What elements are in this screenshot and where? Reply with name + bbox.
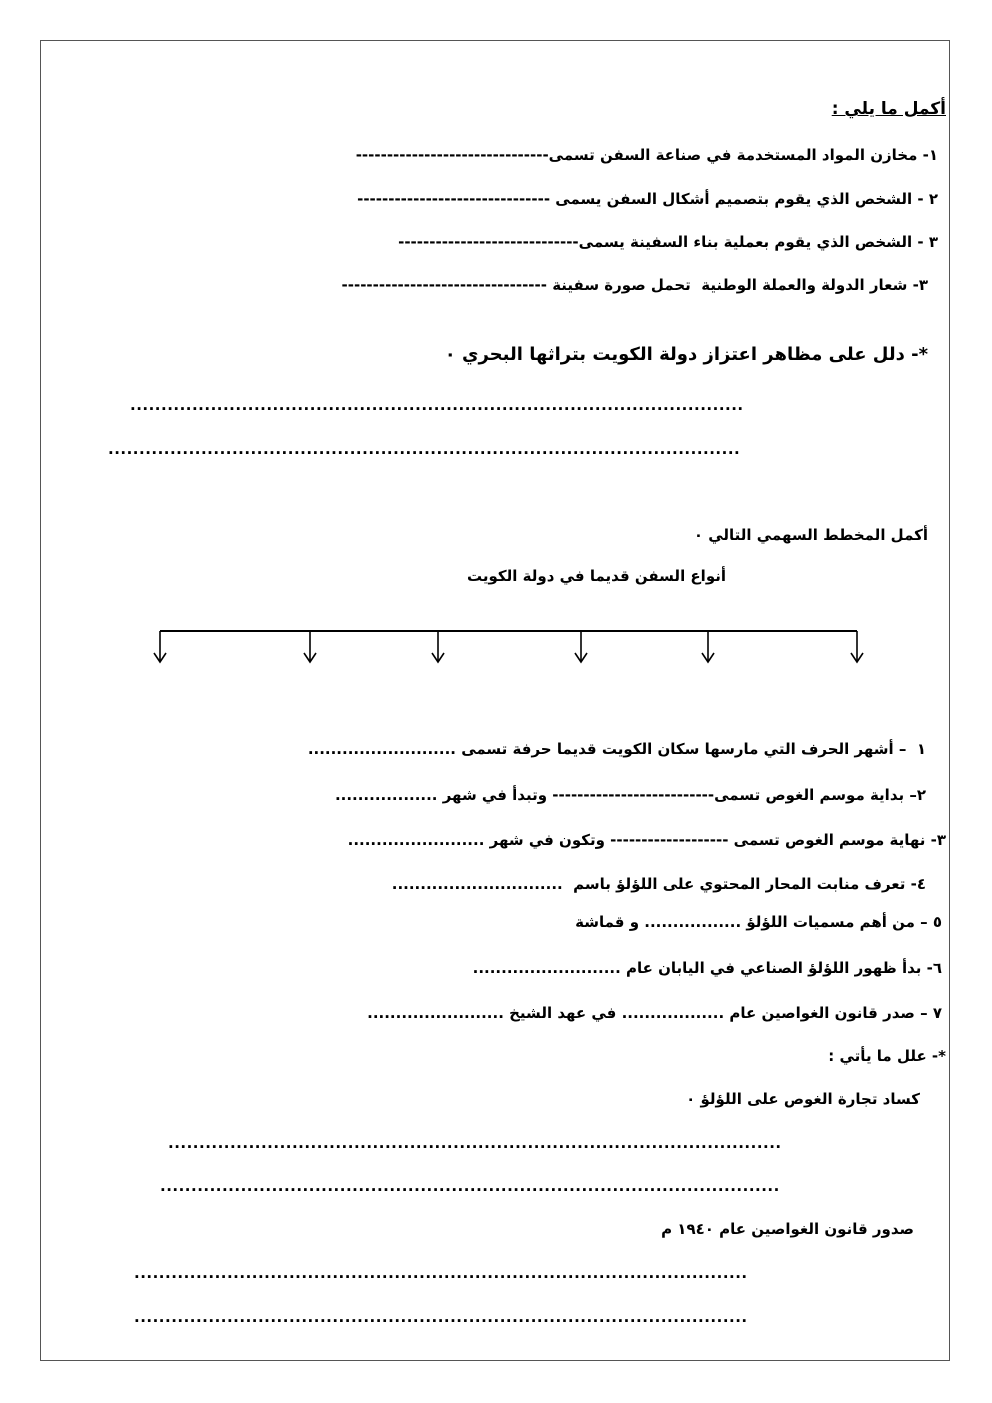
reason-question-1: كساد تجارة الغوص على اللؤلؤ ٠	[686, 1090, 920, 1108]
diagram-branch	[432, 631, 444, 662]
fill-item-1: ١- مخازن المواد المستخدمة في صناعة السفن تسمى-------------------------------	[355, 146, 938, 164]
question2-prompt: *- دلل على مظاهر اعتزاز دولة الكويت بتراثها البحري ٠	[444, 344, 928, 365]
answer-line[interactable]: ......................................................................................................	[108, 440, 741, 458]
diagram-branch	[702, 631, 714, 662]
answer-line[interactable]: ...................................................................................................	[130, 396, 744, 414]
answer-line[interactable]: ...................................................................................................	[168, 1134, 782, 1152]
arrow-diagram	[140, 620, 880, 670]
fill-item-s3-7: ٧ – صدر قانون الغواصين عام .................. في عهد الشيخ ........................	[367, 1004, 942, 1022]
section4-title: *- علل ما يأتي :	[828, 1047, 946, 1065]
section1-title: أكمل ما يلي :	[831, 99, 946, 119]
diagram-branch	[851, 631, 863, 662]
diagram-instruction: أكمل المخطط السهمي التالي ٠	[693, 526, 928, 544]
fill-item-s3-4: ٤- تعرف منابت المحار المحتوي على اللؤلؤ باسم ..............................	[391, 875, 926, 893]
answer-line[interactable]: ...................................................................................................	[134, 1264, 748, 1282]
fill-item-2: ٢ - الشخص الذي يقوم بتصميم أشكال السفن يسمى -------------------------------	[357, 190, 938, 208]
answer-line[interactable]: ...................................................................................................	[134, 1308, 748, 1326]
fill-item-s3-1: ١ – أشهر الحرف التي مارسها سكان الكويت قديما حرفة تسمى ..........................	[307, 740, 926, 758]
fill-item-s3-2: ٢– بداية موسم الغوص تسمى-------------------------- وتبدأ في شهر ..................	[334, 786, 926, 804]
diagram-branch	[154, 631, 166, 662]
diagram-branch	[575, 631, 587, 662]
fill-item-s3-6: ٦- بدأ ظهور اللؤلؤ الصناعي في اليابان عام ..........................	[472, 959, 942, 977]
diagram-heading: أنواع السفن قديما في دولة الكويت	[467, 567, 726, 585]
reason-question-2: صدور قانون الغواصين عام ١٩٤٠ م	[661, 1220, 914, 1238]
answer-line[interactable]: ....................................................................................................	[160, 1177, 780, 1195]
fill-item-s3-3: ٣- نهاية موسم الغوص تسمى ------------------- وتكون في شهر ........................	[347, 831, 946, 849]
diagram-branch	[304, 631, 316, 662]
fill-item-4: ٣- شعار الدولة والعملة الوطنية تحمل صورة سفينة ---------------------------------	[341, 276, 928, 294]
fill-item-3: ٣ - الشخص الذي يقوم بعملية بناء السفينة يسمى-----------------------------	[398, 233, 938, 251]
fill-item-s3-5: ٥ – من أهم مسميات اللؤلؤ ................. و قماشة	[575, 913, 942, 931]
